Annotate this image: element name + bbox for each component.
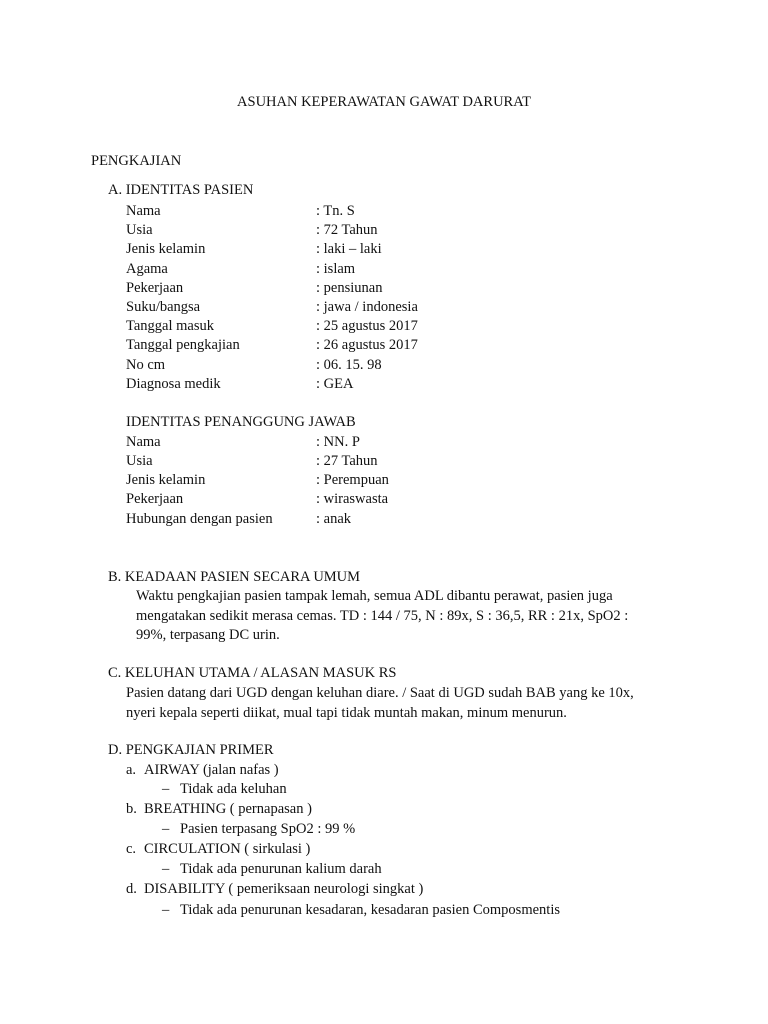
table-row [0,453,768,471]
field-label: Tanggal pengkajian [126,337,240,353]
heading-penanggung-jawab: IDENTITAS PENANGGUNG JAWAB [126,414,356,430]
field-label: Pekerjaan [126,280,184,296]
list-item-detail: Tidak ada penurunan kalium darah [180,861,382,877]
field-label: Agama [126,261,168,277]
field-value: : laki – laki [316,241,382,257]
list-item-detail: Tidak ada penurunan kesadaran, kesadaran pasien Composmentis [180,902,560,918]
heading-pengkajian-primer: D. PENGKAJIAN PRIMER [108,742,274,758]
list-letter: a. [126,762,137,778]
list-item-label: AIRWAY (jalan nafas ) [144,762,279,778]
field-label: No cm [126,357,166,373]
field-value: : Tn. S [316,203,355,219]
table-row [0,511,768,529]
list-item-label: BREATHING ( pernapasan ) [144,801,312,817]
field-label: Jenis kelamin [126,241,206,257]
paragraph-line: 99%, terpasang DC urin. [136,627,280,643]
table-row [0,280,768,298]
field-label: Hubungan dengan pasien [126,511,273,527]
field-value: : 26 agustus 2017 [316,337,418,353]
table-row [0,357,768,375]
field-value: : 06. 15. 98 [316,357,382,373]
table-row [0,376,768,394]
table-row [0,222,768,240]
heading-keluhan-utama: C. KELUHAN UTAMA / ALASAN MASUK RS [108,665,397,681]
table-row [0,472,768,490]
paragraph-line: Pasien datang dari UGD dengan keluhan diare. / Saat di UGD sudah BAB yang ke 10x, [126,685,634,701]
field-value: : NN. P [316,434,360,450]
list-letter: c. [126,841,137,857]
document-title: ASUHAN KEPERAWATAN GAWAT DARURAT [237,94,531,110]
table-row [0,434,768,452]
field-label: Nama [126,434,161,450]
list-item-detail: Pasien terpasang SpO2 : 99 % [180,821,356,837]
list-letter: d. [126,881,137,897]
table-row [0,337,768,355]
table-row [0,491,768,509]
table-row [0,203,768,221]
list-item-label: DISABILITY ( pemeriksaan neurologi singkat ) [144,881,424,897]
list-item-label: CIRCULATION ( sirkulasi ) [144,841,311,857]
field-value: : GEA [316,376,354,392]
heading-keadaan-umum: B. KEADAAN PASIEN SECARA UMUM [108,569,361,585]
dash-bullet: – [162,781,170,797]
dash-bullet: – [162,902,170,918]
paragraph-line: nyeri kepala seperti diikat, mual tapi tidak muntah makan, minum menurun. [126,705,567,721]
table-row [0,261,768,279]
paragraph-line: Waktu pengkajian pasien tampak lemah, semua ADL dibantu perawat, pasien juga [136,588,613,604]
field-label: Suku/bangsa [126,299,201,315]
field-label: Pekerjaan [126,491,184,507]
list-letter: b. [126,801,137,817]
field-label: Tanggal masuk [126,318,214,334]
field-label: Diagnosa medik [126,376,221,392]
table-row [0,241,768,259]
field-value: : 25 agustus 2017 [316,318,418,334]
section-heading: PENGKAJIAN [91,153,182,169]
field-label: Usia [126,222,153,238]
table-row [0,318,768,336]
field-label: Jenis kelamin [126,472,206,488]
field-label: Nama [126,203,161,219]
paragraph-line: mengatakan sedikit merasa cemas. TD : 144 / 75, N : 89x, S : 36,5, RR : 21x, SpO2 : [136,608,629,624]
heading-identitas-pasien: A. IDENTITAS PASIEN [108,182,254,198]
field-value: : jawa / indonesia [316,299,418,315]
field-value: : 72 Tahun [316,222,378,238]
dash-bullet: – [162,821,170,837]
field-value: : wiraswasta [316,491,389,507]
table-row [0,299,768,317]
field-value: : 27 Tahun [316,453,378,469]
field-value: : pensiunan [316,280,383,296]
field-value: : anak [316,511,352,527]
field-label: Usia [126,453,153,469]
list-item-detail: Tidak ada keluhan [180,781,287,797]
field-value: : Perempuan [316,472,389,488]
field-value: : islam [316,261,356,277]
dash-bullet: – [162,861,170,877]
